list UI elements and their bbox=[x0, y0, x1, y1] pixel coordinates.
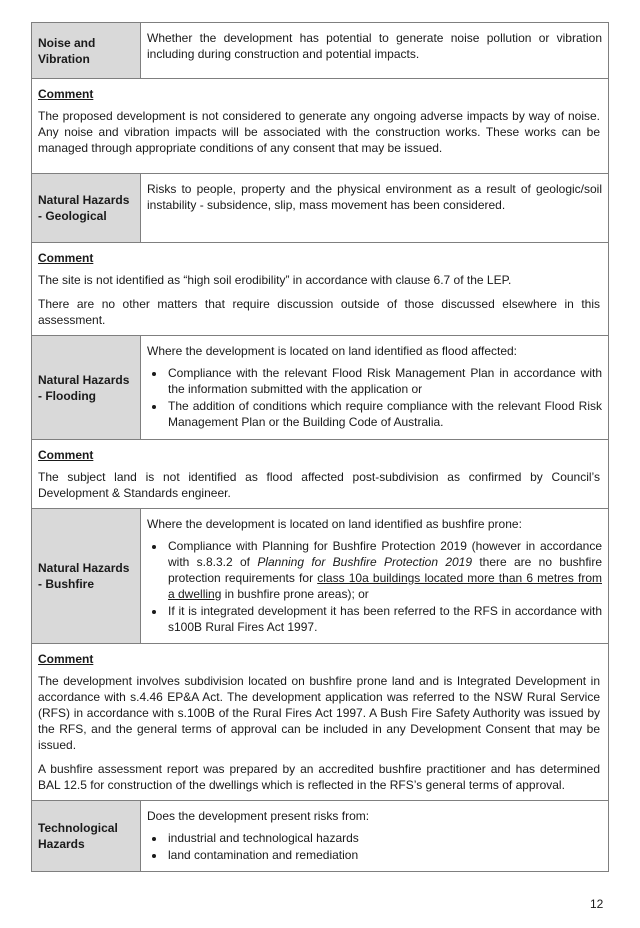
criteria-intro: Where the development is located on land identified as flood affected: bbox=[147, 344, 518, 358]
row-heading: Natural Hazards - Geological bbox=[32, 174, 141, 243]
criteria-list bbox=[147, 538, 602, 635]
criteria-italic-title: Planning for Bushfire Protection 2019 bbox=[257, 555, 473, 569]
criteria-item: • If it is integrated development it has been referred to the RFS in accordance with s100B Rural Fires Act 1997. bbox=[166, 603, 602, 635]
comment-paragraph: There are no other matters that require discussion outside of those discussed elsewhere in this assessment. bbox=[38, 297, 600, 327]
criteria-cell bbox=[141, 509, 609, 644]
comment-row-geological bbox=[32, 243, 609, 336]
criteria-item: • land contamination and remediation bbox=[166, 847, 602, 863]
criteria-text: Risks to people, property and the physical environment as a result of geologic/soil instability - subsidence, slip, mass movement has been considered. bbox=[141, 174, 609, 243]
comment-paragraph: The development involves subdivision located on bushfire prone land and is Integrated Development in accordance with s.4.46 EP&A Act. The development application was referred to the NSW Rural Service (RFS) in accordance with s.100B of the Rural Fires Act 1997. A Bush Fire Safety Authority was issued by the RFS, and the general terms of approval can be included in any Development Consent that may be issued. bbox=[38, 674, 600, 752]
row-heading: Technological Hazards bbox=[32, 801, 141, 872]
criteria-cell bbox=[141, 336, 609, 440]
comment-title: Comment bbox=[38, 652, 94, 666]
comment-title: Comment bbox=[38, 448, 94, 462]
row-heading: Natural Hazards - Flooding bbox=[32, 336, 141, 440]
criteria-item bbox=[166, 538, 602, 602]
comment-cell bbox=[32, 440, 609, 509]
criteria-row-technological bbox=[32, 801, 609, 872]
comment-row-bushfire bbox=[32, 644, 609, 801]
comment-cell bbox=[32, 243, 609, 336]
criteria-list bbox=[147, 830, 602, 863]
comment-paragraph: The proposed development is not considered to generate any ongoing adverse impacts by way of noise. Any noise and vibration impacts will be associated with the construction works. These works can be managed through appropriate conditions of any consent that may be issued. bbox=[38, 109, 600, 155]
criteria-text-part: Compliance with Planning for Bushfire Protection 2019 (however in accordance with s.8.3.2 of bbox=[168, 539, 602, 569]
criteria-intro: Does the development present risks from: bbox=[147, 809, 370, 823]
comment-cell bbox=[32, 79, 609, 174]
criteria-text-part: in bushfire prone areas); or bbox=[221, 587, 369, 601]
criteria-row-flooding bbox=[32, 336, 609, 440]
comment-paragraph: The subject land is not identified as flood affected post-subdivision as confirmed by Council’s Development & Standards engineer. bbox=[38, 470, 600, 500]
comment-cell bbox=[32, 644, 609, 801]
criteria-row-geological bbox=[32, 174, 609, 243]
comment-paragraph: The site is not identified as “high soil erodibility” in accordance with clause 6.7 of the LEP. bbox=[38, 273, 512, 287]
criteria-intro: Where the development is located on land identified as bushfire prone: bbox=[147, 517, 522, 531]
criteria-text-part: there are no bushfire protection requirements for bbox=[168, 555, 602, 585]
criteria-underlined-text: class 10a buildings located more than 6 metres from a dwelling bbox=[168, 571, 602, 601]
comment-row-flooding bbox=[32, 440, 609, 509]
criteria-list bbox=[147, 365, 602, 430]
criteria-item: • Compliance with the relevant Flood Risk Management Plan in accordance with the information submitted with the application or bbox=[166, 365, 602, 397]
criteria-row-bushfire bbox=[32, 509, 609, 644]
row-heading: Noise and Vibration bbox=[32, 23, 141, 79]
criteria-cell bbox=[141, 801, 609, 872]
comment-row-noise bbox=[32, 79, 609, 174]
row-heading: Natural Hazards - Bushfire bbox=[32, 509, 141, 644]
criteria-text: Whether the development has potential to generate noise pollution or vibration including during construction and potential impacts. bbox=[141, 23, 609, 79]
assessment-table bbox=[31, 22, 609, 872]
criteria-item: • industrial and technological hazards bbox=[166, 830, 602, 846]
comment-title: Comment bbox=[38, 251, 94, 265]
comment-title: Comment bbox=[38, 87, 94, 101]
document-page bbox=[31, 22, 609, 872]
criteria-item: • The addition of conditions which require compliance with the relevant Flood Risk Management Plan or the Building Code of Australia. bbox=[166, 398, 602, 430]
comment-paragraph: A bushfire assessment report was prepared by an accredited bushfire practitioner and has determined BAL 12.5 for construction of the dwellings which is reflected in the RFS’s general terms of approval. bbox=[38, 762, 600, 792]
criteria-row-noise bbox=[32, 23, 609, 79]
page-number: 12 bbox=[590, 897, 604, 911]
